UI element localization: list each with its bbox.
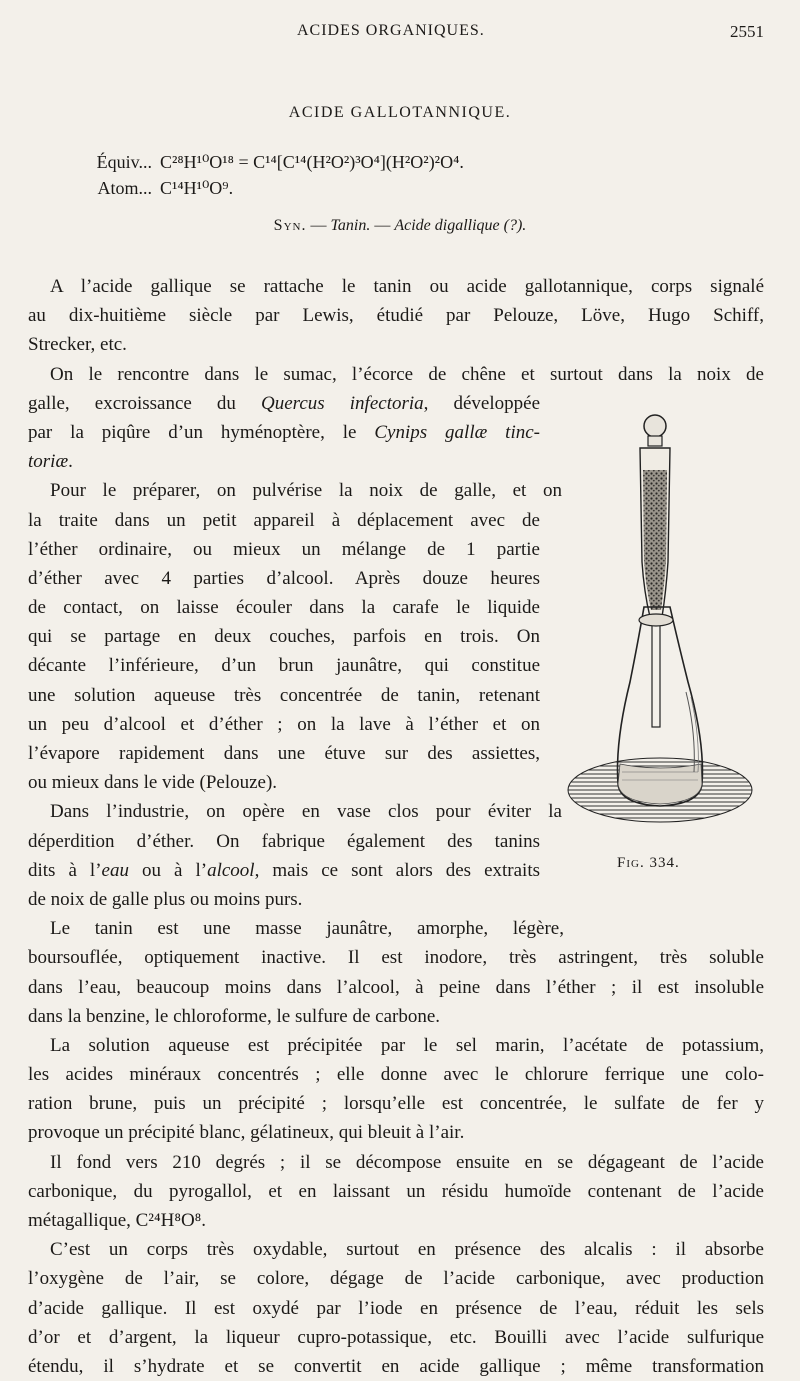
text-segment: . (68, 451, 73, 473)
syn-name-tanin: Tanin. (330, 217, 371, 234)
equiv-formula: C²⁸H¹⁰O¹⁸ = C¹⁴[C¹⁴(H²O²)³O⁴](H²O²)²O⁴. (160, 152, 464, 172)
text-line: ou mieux dans le vide (Pelouze). (28, 772, 278, 794)
text-line: la traite dans un petit appareil à déplacement avec de (28, 509, 540, 531)
paragraph-1 (28, 272, 764, 360)
text-line: Le tanin est une masse jaunâtre, amorphe, légère, (50, 918, 564, 940)
paragraph-8 (28, 1235, 764, 1381)
text-segment: ou à l’ (128, 859, 208, 881)
equiv-label: Équiv... (96, 152, 152, 172)
stopper-neck (648, 436, 662, 446)
text-line: ration brune, puis un précipité ; lorsqu’elle est concentrée, le sulfate de fer y (28, 1093, 764, 1115)
text-line: l’oxygène de l’air, se colore, dégage de l’acide carbonique, avec production (28, 1268, 764, 1290)
species-name: Quercus infectoria (261, 392, 424, 414)
text-line: déperdition d’éther. On fabrique également des tanins (28, 830, 540, 852)
syn-name-digallique: Acide digallique (?). (394, 217, 527, 234)
text-line: qui se partage en deux couches, parfois en trois. On (28, 626, 540, 648)
text-line (28, 418, 540, 447)
text-line: au dix-huitième siècle par Lewis, étudié par Pelouze, Löve, Hugo Schiff, (28, 305, 764, 327)
equivalent-formula-line (52, 152, 464, 173)
text-line: métagallique, C²⁴H⁸O⁸. (28, 1210, 207, 1231)
text-line: de contact, on laisse écouler dans la carafe le liquide (28, 597, 540, 619)
text-line: l’éther ordinaire, ou mieux un mélange de 1 partie (28, 538, 540, 560)
liquid (618, 764, 702, 804)
text-line: d’or et d’argent, la liqueur cupro-potassique, etc. Bouilli avec l’acide sulfurique (28, 1326, 764, 1348)
text-segment: , développée (423, 392, 541, 414)
text-line: dans l’eau, beaucoup moins dans l’alcool, à peine dans l’éther ; il est insoluble (28, 976, 764, 998)
text-line: A l’acide gallique se rattache le tanin ou acide gallotannique, corps signalé (50, 276, 764, 297)
text-line: un peu d’alcool et d’éther ; on la lave à l’éther et on (28, 713, 540, 735)
text-line (28, 389, 540, 418)
text-line: carbonique, du pyrogallol, et en laissant un résidu humoïde contenant de l’acide (28, 1180, 764, 1202)
text-line: d’acide gallique. Il est oxydé par l’iode en présence de l’eau, réduit les sels (28, 1297, 764, 1319)
atom-label: Atom... (97, 178, 152, 198)
figure-caption: Fig. 334. (617, 855, 680, 871)
text-line: provoque un précipité blanc, gélatineux, qui bleuit à l’air. (28, 1122, 465, 1144)
syn-dash: — (306, 217, 331, 234)
text-line (28, 447, 540, 476)
text-line: On le rencontre dans le sumac, l’écorce de chêne et surtout dans la noix de (50, 363, 764, 385)
carafe-collar (639, 614, 673, 626)
paragraph-6 (28, 1031, 764, 1148)
text-line: les acides minéraux concentrés ; elle donne avec le chlorure ferrique une colo- (28, 1064, 764, 1086)
text-line: étendu, il s’hydrate et se convertit en acide gallique ; même transformation (28, 1355, 764, 1377)
text-line: Strecker, etc. (28, 334, 127, 356)
species-name: toriæ (28, 451, 69, 473)
paragraph-7 (28, 1148, 764, 1236)
text-line: une solution aqueuse très concentrée de tanin, retenant (28, 684, 540, 706)
text-line: C’est un corps très oxydable, surtout en présence des alcalis : il absorbe (50, 1239, 764, 1261)
text-segment: , mais ce sont alors des extraits (254, 859, 541, 881)
atomic-formula-line (52, 178, 233, 199)
text-line: Dans l’industrie, on opère en vase clos pour éviter la (50, 801, 562, 823)
page-number: 2551 (730, 22, 764, 41)
running-header (0, 18, 800, 48)
inner-tube (652, 617, 660, 727)
paragraph-5 (28, 914, 764, 1031)
text-line: décante l’inférieure, d’un brun jaunâtre, qui constitue (28, 655, 540, 677)
text-line: de noix de galle plus ou moins purs. (28, 888, 303, 910)
species-name: Cynips gallæ tinc- (374, 421, 540, 443)
syn-label: Syn. (273, 217, 307, 234)
text-segment: dits à l’ (28, 859, 102, 881)
stopper-knob (644, 415, 666, 437)
running-title: ACIDES ORGANIQUES. (297, 22, 485, 39)
carafe-illustration (560, 412, 760, 852)
emphasis: eau (101, 859, 129, 881)
text-line: d’éther avec 4 parties d’alcool. Après douze heures (28, 567, 540, 589)
text-segment: par la piqûre d’un hyménoptère, le (28, 421, 375, 443)
text-line: dans la benzine, le chloroforme, le sulfure de carbone. (28, 1005, 441, 1027)
text-segment: galle, excroissance du (28, 392, 262, 414)
text-line: Il fond vers 210 degrés ; il se décompose ensuite en se dégageant de l’acide (50, 1151, 764, 1173)
section-heading: ACIDE GALLOTANNIQUE. (288, 104, 512, 121)
syn-dash: — (370, 217, 395, 234)
text-line: La solution aqueuse est précipitée par le sel marin, l’acétate de potassium, (50, 1034, 764, 1056)
atom-formula: C¹⁴H¹⁰O⁹. (160, 178, 234, 198)
text-line: Pour le préparer, on pulvérise la noix de galle, et on (50, 480, 562, 502)
text-line: boursouflée, optiquement inactive. Il est inodore, très astringent, très soluble (28, 947, 764, 969)
text-line: l’évapore rapidement dans une étuve sur des assiettes, (28, 743, 540, 764)
emphasis: alcool (207, 859, 255, 881)
synonyms-line (0, 217, 800, 235)
text-line (28, 856, 540, 885)
